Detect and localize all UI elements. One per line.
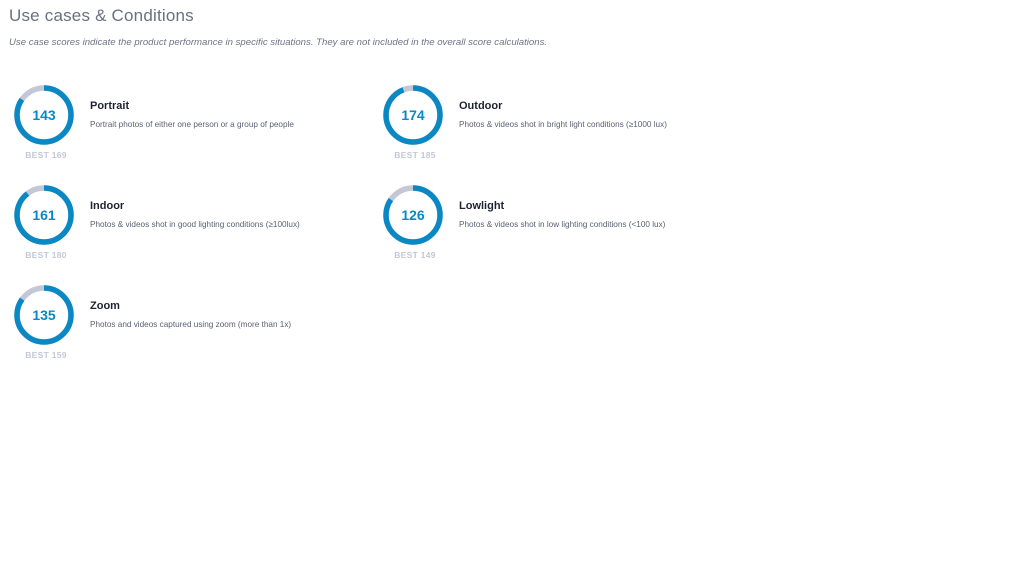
- use-case-description: Photos and videos captured using zoom (more than 1x): [90, 320, 292, 329]
- score-value: 161: [32, 207, 56, 223]
- score-value: 174: [401, 107, 425, 123]
- score-gauge: [13, 284, 75, 346]
- score-gauge: [13, 184, 75, 246]
- use-case-title: Portrait: [90, 100, 130, 112]
- best-score-label: BEST 169: [25, 150, 67, 160]
- best-score-label: BEST 185: [394, 150, 436, 160]
- section-subtitle: Use case scores indicate the product performance in specific situations. They are not included in the overall score calculations.: [9, 37, 548, 48]
- score-gauge: [382, 84, 444, 146]
- use-case-card-portrait: [2, 84, 362, 168]
- use-case-description: Portrait photos of either one person or a group of people: [90, 120, 294, 129]
- best-score-label: BEST 180: [25, 250, 67, 260]
- use-case-card-indoor: [2, 184, 362, 268]
- score-value: 135: [32, 307, 56, 323]
- score-gauge: [382, 184, 444, 246]
- best-score-label: BEST 149: [394, 250, 436, 260]
- use-case-description: Photos & videos shot in good lighting conditions (≥100lux): [90, 220, 300, 229]
- use-case-title: Lowlight: [459, 200, 505, 212]
- use-case-card-outdoor: [371, 84, 731, 168]
- use-case-description: Photos & videos shot in low lighting conditions (<100 lux): [459, 220, 666, 229]
- use-case-title: Zoom: [90, 300, 120, 312]
- use-case-card-zoom: [2, 284, 362, 368]
- score-value: 143: [32, 107, 56, 123]
- use-case-card-lowlight: [371, 184, 731, 268]
- score-gauge: [13, 84, 75, 146]
- use-case-description: Photos & videos shot in bright light conditions (≥1000 lux): [459, 120, 667, 129]
- section-title: Use cases & Conditions: [9, 6, 194, 25]
- use-case-title: Outdoor: [459, 100, 503, 112]
- score-value: 126: [401, 207, 425, 223]
- use-case-title: Indoor: [90, 200, 125, 212]
- best-score-label: BEST 159: [25, 350, 67, 360]
